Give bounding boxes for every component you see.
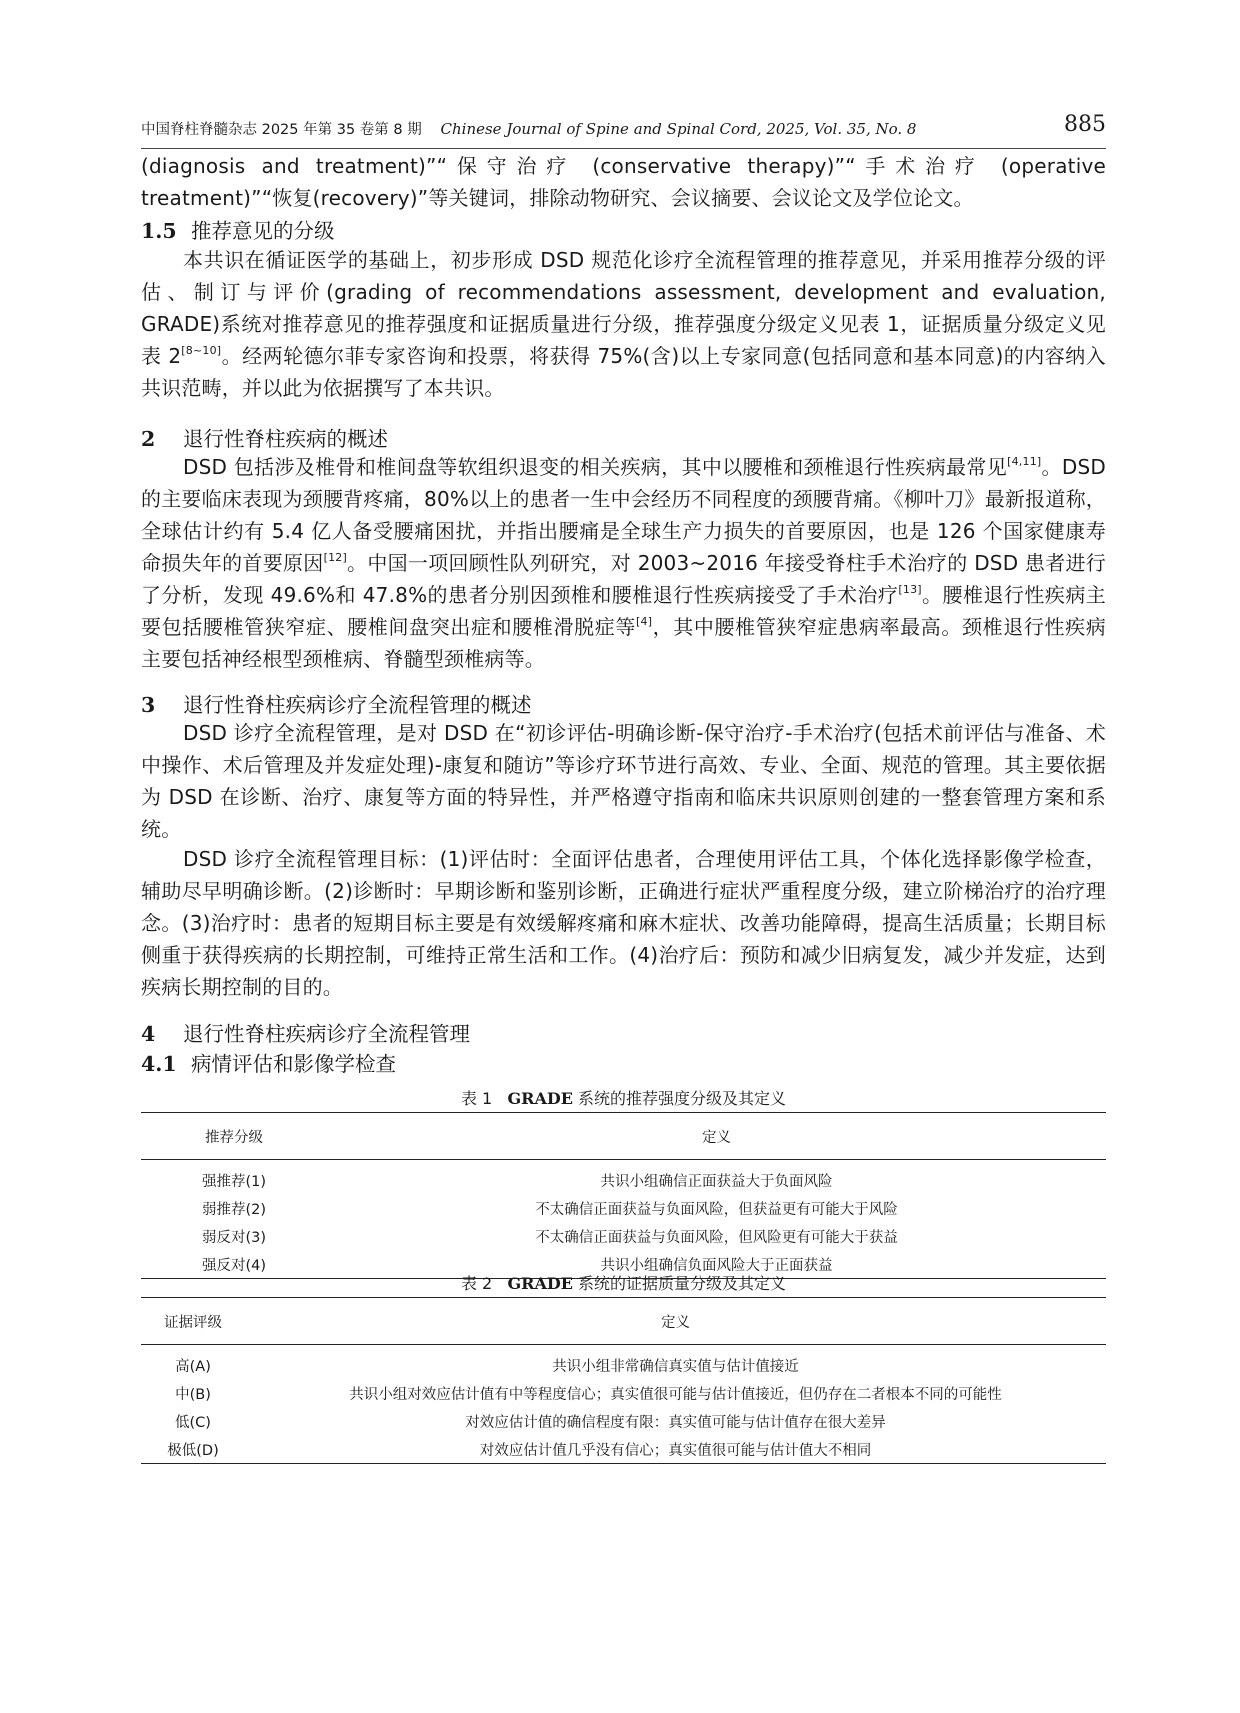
citation: [4] — [636, 615, 653, 628]
table-cell: 低(C) — [175, 1414, 211, 1431]
table-cell: 对效应估计值的确信程度有限：真实值可能与估计值存在很大差异 — [465, 1414, 886, 1431]
table-2-caption — [141, 1272, 1106, 1296]
section-2-paragraph — [141, 451, 1106, 675]
section-title: 病情评估和影像学检查 — [191, 1052, 396, 1076]
table-cell: 共识小组对效应估计值有中等程度信心；真实值很可能与估计值接近，但仍存在二者根本不同的可能性 — [349, 1386, 1002, 1403]
section-title: 推荐意见的分级 — [191, 219, 335, 243]
table-row — [141, 1160, 1106, 1195]
section-4-1-heading — [141, 1049, 396, 1079]
section-1-5-paragraph — [141, 244, 1106, 404]
section-1-5-heading — [141, 216, 335, 246]
section-number: 1.5 — [141, 219, 177, 243]
text-run: 。经两轮德尔菲专家咨询和投票，将获得 75%(含)以上专家同意(包括同意和基本同意)的内容纳入共识范畴，并以此为依据撰写了本共识。 — [141, 344, 1107, 400]
column-header: 定义 — [661, 1314, 690, 1331]
table-header-row — [141, 1113, 1106, 1160]
citation: [4,11] — [1007, 455, 1042, 468]
table-cell: 共识小组确信正面获益大于负面风险 — [600, 1173, 833, 1190]
intro-paragraph: (diagnosis and treatment)”“保守治疗 (conservative therapy)”“手术治疗 (operative treatment)”“恢复(recovery)”等关键词，排除动物研究、会议摘要、会议论文及学位论文。 — [141, 154, 1106, 210]
text-run: ，其中腰椎管狭窄症患病率最高。颈椎退行性疾病主要包括神经根型颈椎病、脊髓型颈椎病等。 — [141, 615, 1106, 671]
section-title: 退行性脊柱疾病的概述 — [183, 427, 388, 451]
table-row — [141, 1222, 1106, 1250]
section-title: 退行性脊柱疾病诊疗全流程管理的概述 — [183, 693, 532, 717]
table-cell: 强反对(4) — [201, 1257, 267, 1274]
text-run: DSD 包括涉及椎骨和椎间盘等软组织退变的相关疾病，其中以腰椎和颈椎退行性疾病最常见 — [183, 455, 1008, 479]
table-cell: 不太确信正面获益与负面风险，但获益更有可能大于风险 — [535, 1201, 898, 1218]
text-run: 本共识在循证医学的基础上，初步形成 DSD 规范化诊疗全流程管理的推荐意见，并采用推荐分级的评估、制订与评价(grading of recommendations assessment, development and evaluation, GRADE)系统对推荐意见的推荐强度和证据质量进行分级，推荐强度分级定义见表 1，证据质量分级定义见表 2 — [141, 248, 1106, 368]
table-cell: 对效应估计值几乎没有信心；真实值很可能与估计值大不相同 — [479, 1442, 872, 1459]
journal-name-en: Chinese Journal of Spine and Spinal Cord, 2025, Vol. 35, No. 8 — [440, 120, 917, 138]
table-cell: 共识小组非常确信真实值与估计值接近 — [552, 1358, 799, 1375]
table-1-caption — [141, 1087, 1106, 1111]
table-cell: 中(B) — [175, 1386, 211, 1403]
journal-name-cn: 中国脊柱脊髓杂志 2025 年第 35 卷第 8 期 — [141, 122, 422, 138]
header-divider — [141, 148, 1106, 149]
section-number: 2 — [141, 427, 156, 451]
table-cell: 不太确信正面获益与负面风险，但风险更有可能大于获益 — [535, 1229, 898, 1246]
table-cell: 弱推荐(2) — [201, 1201, 267, 1218]
table-title: 系统的证据质量分级及其定义 — [578, 1274, 787, 1293]
section-number: 3 — [141, 693, 156, 717]
citation: [13] — [898, 583, 922, 596]
table-header-row — [141, 1298, 1106, 1345]
column-header: 推荐分级 — [205, 1129, 263, 1146]
column-header: 证据评级 — [164, 1314, 222, 1331]
table-cell: 强推荐(1) — [201, 1173, 267, 1190]
column-header: 定义 — [702, 1129, 731, 1146]
table-label: 表 2 — [460, 1274, 493, 1293]
journal-citation — [141, 118, 916, 139]
text-run: 。中国一项回顾性队列研究，对 2003~2016 年接受脊柱手术治疗的 DSD 患者进行了分析，发现 49.6%和 47.8%的患者分别因颈椎和腰椎退行性疾病接受了手术治疗 — [141, 551, 1106, 607]
table-title-bold: GRADE — [507, 1274, 573, 1293]
text-run: 。腰椎退行性疾病主要包括腰椎管狭窄症、腰椎间盘突出症和腰椎滑脱症等 — [141, 583, 1106, 639]
table-cell: 极低(D) — [167, 1442, 219, 1459]
table-row — [141, 1194, 1106, 1222]
table-cell: 弱反对(3) — [201, 1229, 267, 1246]
section-3-paragraph-1: DSD 诊疗全流程管理，是对 DSD 在“初诊评估-明确诊断-保守治疗-手术治疗(包括术前评估与准备、术中操作、术后管理及并发症处理)-康复和随访”等诊疗环节进行高效、专业、全面、规范的管理。其主要依据为 DSD 在诊断、治疗、康复等方面的特异性，并严格遵守指南和临床共识原则创建的一整套管理方案和系统。 — [141, 721, 1106, 841]
running-header — [141, 112, 1106, 146]
section-4-heading — [141, 1019, 470, 1049]
table-2 — [141, 1297, 1106, 1464]
citation: [8~10] — [181, 344, 222, 357]
table-row — [141, 1345, 1106, 1380]
table-row — [141, 1435, 1106, 1464]
section-3-heading — [141, 690, 532, 720]
section-2-heading — [141, 424, 388, 454]
citation: [12] — [323, 551, 347, 564]
table-cell: 高(A) — [175, 1358, 211, 1375]
section-title: 退行性脊柱疾病诊疗全流程管理 — [183, 1022, 470, 1046]
text-run: 。DSD 的主要临床表现为颈腰背疼痛，80%以上的患者一生中会经历不同程度的颈腰背痛。《柳叶刀》最新报道称，全球估计约有 5.4 亿人备受腰痛困扰，并指出腰痛是全球生产力损失的首要原因，也是 126 个国家健康寿命损失年的首要原因 — [141, 455, 1106, 575]
page-number: 885 — [1064, 112, 1106, 137]
section-3-paragraph-2: DSD 诊疗全流程管理目标：(1)评估时：全面评估患者，合理使用评估工具，个体化选择影像学检查，辅助尽早明确诊断。(2)诊断时：早期诊断和鉴别诊断，正确进行症状严重程度分级，建立阶梯治疗的治疗理念。(3)治疗时：患者的短期目标主要是有效缓解疼痛和麻木症状、改善功能障碍，提高生活质量；长期目标侧重于获得疾病的长期控制，可维持正常生活和工作。(4)治疗后：预防和减少旧病复发，减少并发症，达到疾病长期控制的目的。 — [141, 847, 1106, 999]
table-title-bold: GRADE — [507, 1089, 573, 1108]
section-number: 4 — [141, 1022, 156, 1046]
table-row — [141, 1407, 1106, 1435]
table-title: 系统的推荐强度分级及其定义 — [578, 1089, 787, 1108]
table-1 — [141, 1112, 1106, 1279]
table-label: 表 1 — [460, 1089, 493, 1108]
table-cell: 共识小组确信负面风险大于正面获益 — [600, 1257, 833, 1274]
section-number: 4.1 — [141, 1052, 177, 1076]
table-row — [141, 1379, 1106, 1407]
